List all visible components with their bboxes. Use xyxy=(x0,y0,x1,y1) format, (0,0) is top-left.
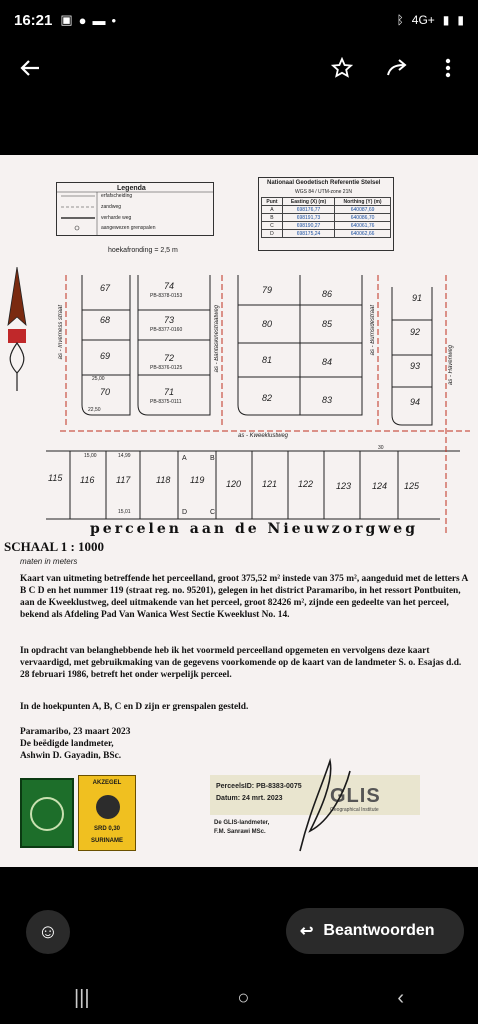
battery-icon: ▮ xyxy=(457,13,464,27)
seal-image xyxy=(20,778,74,848)
glis-logo: GLIS xyxy=(330,785,381,807)
lot-number: 124 xyxy=(372,481,388,491)
dimension-label: 30 xyxy=(378,445,384,451)
lot-number: 86 xyxy=(322,289,333,299)
coord-cell: C xyxy=(262,222,283,230)
lot-number: 83 xyxy=(322,395,333,405)
coord-subtitle: WGS 84 / UTM-zone 21N xyxy=(295,189,352,195)
coord-cell: B xyxy=(262,214,283,222)
reply-arrow-icon: ↩ xyxy=(300,923,314,940)
bluetooth-icon: ᛒ xyxy=(396,13,404,27)
glis-subtitle: Geographical Institute xyxy=(330,807,379,813)
coord-cell: 640087,69 xyxy=(335,206,391,214)
scale-label: SCHAAL 1 : 1000 xyxy=(4,539,105,554)
signature-scribble xyxy=(290,751,360,861)
corner-label: D xyxy=(182,509,188,516)
lot-number: 80 xyxy=(262,319,273,329)
recent-apps-icon[interactable]: ||| xyxy=(73,986,90,1009)
signal-icon: ▮ xyxy=(442,13,450,27)
lot-number: 119 xyxy=(190,475,205,485)
lot-number: 123 xyxy=(336,481,352,491)
coord-title: Nationaal Geodetisch Referentie Stelsel xyxy=(267,180,381,186)
parcel-map xyxy=(0,155,478,535)
gallery-icon: ▣ xyxy=(60,12,73,27)
dimension-label: 22,50 xyxy=(88,407,101,413)
glis-landmeter-role: De GLIS-landmeter, xyxy=(214,820,270,826)
lot-number: 69 xyxy=(100,351,111,361)
add-reaction-button[interactable] xyxy=(26,910,70,954)
star-icon[interactable] xyxy=(324,50,360,86)
forward-icon[interactable] xyxy=(380,50,416,86)
lot-number: 91 xyxy=(412,293,423,303)
legend-title: Legenda xyxy=(117,185,146,192)
corner-posts-paragraph: In de hoekpunten A, B, C en D zijn er grenspalen gesteld. xyxy=(20,702,249,712)
tax-stamp xyxy=(78,775,136,851)
perceel-id: PerceelsID: PB-8383-0075 xyxy=(216,783,302,790)
more-options-icon[interactable] xyxy=(430,50,466,86)
lot-number: 84 xyxy=(322,357,333,367)
top-toolbar xyxy=(0,40,478,96)
lot-number: 122 xyxy=(298,479,314,489)
lot-number: 68 xyxy=(100,315,111,325)
coord-cell: 698176,77 xyxy=(282,206,334,214)
stamp-amount: SRD 0,30 xyxy=(93,826,120,832)
street-label: as - Inverness straat xyxy=(58,305,64,360)
coord-cell: 698175,24 xyxy=(282,230,334,238)
legend-row: verharde weg xyxy=(101,215,132,221)
dimension-label: 25,00 xyxy=(92,376,105,382)
lot-number: 85 xyxy=(322,319,333,329)
lot-number: 71 xyxy=(164,387,175,397)
coord-cell: 640062,66 xyxy=(335,230,391,238)
coord-cell: 640061,76 xyxy=(335,222,391,230)
lot-id: PB-8377-0160 xyxy=(150,327,183,333)
sign-name: Ashwin D. Gayadin, BSc. xyxy=(20,751,122,761)
image-viewer[interactable] xyxy=(0,155,478,867)
lot-number: 116 xyxy=(80,475,95,485)
coord-cell: 698191,73 xyxy=(282,214,334,222)
corner-label: C xyxy=(210,509,216,516)
street-label: as - Burnsidestraat xyxy=(370,305,376,356)
coord-header: Punt xyxy=(262,198,283,206)
reply-button[interactable] xyxy=(286,908,464,954)
corner-rounding-note: hoekafronding = 2,5 m xyxy=(108,247,178,254)
mandate-paragraph: In opdracht van belanghebbende heb ik het voormeld perceelland opgemeten en vervolgens deze kaart vervaardigd, met gebruikmaking van de gegevens voorkomende op de kaart van de landmeter S. o. Esajas d.d. 28 februari 1986, betreft het onder werpelijk perceel. xyxy=(20,646,462,680)
lot-number: 120 xyxy=(226,479,242,489)
street-label: as - Havenweg xyxy=(448,345,454,386)
coord-cell: 640086,70 xyxy=(335,214,391,222)
dimension-label: 15,00 xyxy=(84,453,97,459)
lot-number: 93 xyxy=(410,361,421,371)
chat-icon: ● xyxy=(78,12,87,28)
lot-number: 81 xyxy=(262,355,273,365)
more-notifications-dot: • xyxy=(111,12,117,28)
system-icons xyxy=(397,13,464,27)
lot-number: 117 xyxy=(116,475,131,485)
network-label: 4G+ xyxy=(411,13,435,27)
lot-number: 94 xyxy=(410,397,421,407)
system-nav-bar xyxy=(0,972,478,1024)
lot-number: 121 xyxy=(262,479,278,489)
coord-header: Northing (Y) (m) xyxy=(335,198,391,206)
dimension-label: 14,99 xyxy=(118,453,131,459)
stamp-bottom-text: SURINAME xyxy=(90,838,123,844)
stamp-top-text: AKZEGEL xyxy=(92,780,122,786)
notification-icons xyxy=(60,12,116,28)
corner-label: A xyxy=(182,455,187,462)
perceel-date: Datum: 24 mrt. 2023 xyxy=(216,795,283,802)
corner-label: B xyxy=(210,455,215,462)
lot-number: 74 xyxy=(164,281,175,291)
lot-number: 67 xyxy=(100,283,111,293)
lot-id: PB-8376-0125 xyxy=(150,365,183,371)
lot-number: 118 xyxy=(156,475,171,485)
lot-number: 73 xyxy=(164,315,175,325)
coord-cell: 698190,27 xyxy=(282,222,334,230)
clock: 16:21 xyxy=(14,11,53,29)
survey-map-document xyxy=(0,155,478,867)
bottom-action-bar xyxy=(0,900,478,964)
home-icon[interactable]: ○ xyxy=(237,986,250,1009)
coord-cell: D xyxy=(262,230,283,238)
dimension-label: 15,01 xyxy=(118,509,131,515)
lot-number: 125 xyxy=(404,481,420,491)
lot-number: 72 xyxy=(164,353,175,363)
map-caption: percelen aan de Nieuwzorgweg xyxy=(90,521,419,537)
lot-id: PB-8378-0153 xyxy=(150,293,183,299)
folder-icon: ▬ xyxy=(92,12,106,28)
lot-number: 82 xyxy=(262,393,273,403)
back-arrow-icon[interactable] xyxy=(12,50,48,86)
street-label: as - Bantaskinestraatweg xyxy=(214,305,220,373)
lot-id: PB-8375-0111 xyxy=(150,399,182,405)
units-label: maten in meters xyxy=(20,557,78,566)
description-paragraph: Kaart van uitmeting betreffende het perceelland, groot 375,52 m² instede van 375 m², aangeduid met de letters A B C D en het nummer 119 (straat reg. no. 95201), gelegen in het district Paramaribo, in het ressort Pontbuiten, aan de Kweeklustweg, deel uitmakende van het perceel, groot 82426 m², zijnde een gedeelte van het perceel, bekend als Afdeling Pad Van Wanica West Sectie Kweeklust No. 14. xyxy=(20,574,468,620)
lot-number: 115 xyxy=(48,473,63,483)
sign-place-date: Paramaribo, 23 maart 2023 xyxy=(20,727,131,737)
legend-row: zandweg xyxy=(101,204,122,210)
lot-number: 79 xyxy=(262,285,273,295)
street-label: as - Kweeklustweg xyxy=(238,433,289,439)
sign-role: De beëdigde landmeter, xyxy=(20,739,114,749)
status-bar xyxy=(0,0,478,40)
reply-label: Beantwoorden xyxy=(323,922,435,939)
coord-cell: A xyxy=(262,206,283,214)
back-icon[interactable]: ‹ xyxy=(397,986,405,1009)
lot-number: 70 xyxy=(100,387,111,397)
legend-row: erfafscheiding xyxy=(101,193,133,199)
lot-number: 92 xyxy=(410,327,421,337)
legend-row: aangewezen grenspalen xyxy=(101,225,156,231)
glis-landmeter-name: F.M. Sanrawi MSc. xyxy=(214,829,266,835)
coord-header: Easting (X) (m) xyxy=(282,198,334,206)
smiley-icon: ☺ xyxy=(37,920,59,943)
